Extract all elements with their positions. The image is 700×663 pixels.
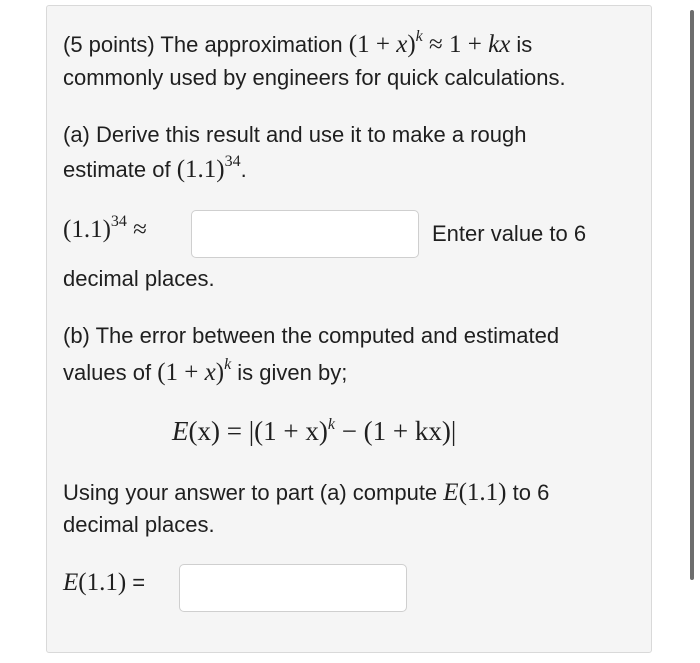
- formula-x: x: [396, 31, 408, 58]
- error-formula-E: E: [172, 416, 189, 446]
- formula-open: (1 +: [348, 31, 397, 58]
- intro-line-2: commonly used by engineers for quick calculations.: [63, 65, 566, 90]
- part-a-line2-prefix: estimate of: [63, 157, 171, 182]
- part-b-line-1: (b) The error between the computed and estimated: [63, 323, 560, 348]
- part-b-answer-input[interactable]: [179, 564, 407, 612]
- part-b-label-eq: =: [126, 570, 146, 595]
- part-a-value-base: (1.1): [176, 156, 225, 183]
- part-b-formula-open: (1 +: [157, 359, 205, 386]
- part-b-instruction-line-1: [63, 476, 638, 509]
- part-a-line-2: [63, 153, 638, 186]
- intro-line-1: [63, 28, 638, 61]
- part-a-period: .: [240, 157, 247, 182]
- part-b-answer-label: [63, 569, 145, 597]
- error-formula-lhs: (x) = |(1 + x): [188, 416, 328, 446]
- formula-exp-k: k: [415, 28, 423, 45]
- part-b-label-arg: (1.1): [78, 569, 127, 596]
- part-b-formula-close: ): [215, 359, 225, 386]
- part-b-instr-arg: (1.1): [458, 479, 507, 506]
- formula-k: k: [488, 31, 500, 58]
- part-b-inline-formula: [157, 356, 232, 386]
- approx-formula: [348, 28, 511, 58]
- error-formula-rhs: − (1 + kx)|: [334, 416, 457, 446]
- part-a-hint-line-2: decimal places.: [63, 266, 215, 291]
- error-formula: [172, 416, 456, 447]
- formula-close: ): [407, 31, 416, 58]
- part-a-hint-line-1: Enter value to 6: [432, 221, 587, 246]
- part-a-label-exp: 34: [110, 213, 127, 230]
- part-b-instr-formula: [443, 479, 506, 506]
- part-a-value: [176, 153, 241, 183]
- page-scrollbar[interactable]: [690, 10, 694, 580]
- part-a-line-1: (a) Derive this result and use it to make a rough: [63, 122, 527, 147]
- formula-x2: x: [499, 31, 511, 58]
- intro-suffix: is: [516, 32, 533, 57]
- part-b-line-2: [63, 356, 638, 389]
- part-b-formula-x: x: [204, 359, 216, 386]
- part-b-line2-prefix: values of: [63, 360, 152, 385]
- part-b-label-E: E: [63, 569, 79, 596]
- part-a-label-approx: ≈: [126, 216, 147, 243]
- part-a-answer-input[interactable]: [191, 210, 419, 258]
- part-b-instruction-line-2: decimal places.: [63, 512, 215, 537]
- part-b-instr-suffix: to 6: [512, 480, 550, 505]
- part-b-instr-E: E: [443, 479, 459, 506]
- error-formula-exp-k: k: [327, 416, 335, 433]
- part-a-label-base: (1.1): [63, 216, 111, 243]
- part-b-line2-suffix: is given by;: [237, 360, 348, 385]
- intro-prefix: (5 points) The approximation: [63, 32, 343, 57]
- part-a-answer-label: [63, 213, 147, 244]
- part-b-instr-prefix: Using your answer to part (a) compute: [63, 480, 438, 505]
- formula-approx: ≈ 1 +: [422, 31, 489, 58]
- question-card: [46, 5, 652, 653]
- part-a-value-exp: 34: [224, 153, 241, 170]
- part-b-formula-exp-k: k: [224, 356, 232, 373]
